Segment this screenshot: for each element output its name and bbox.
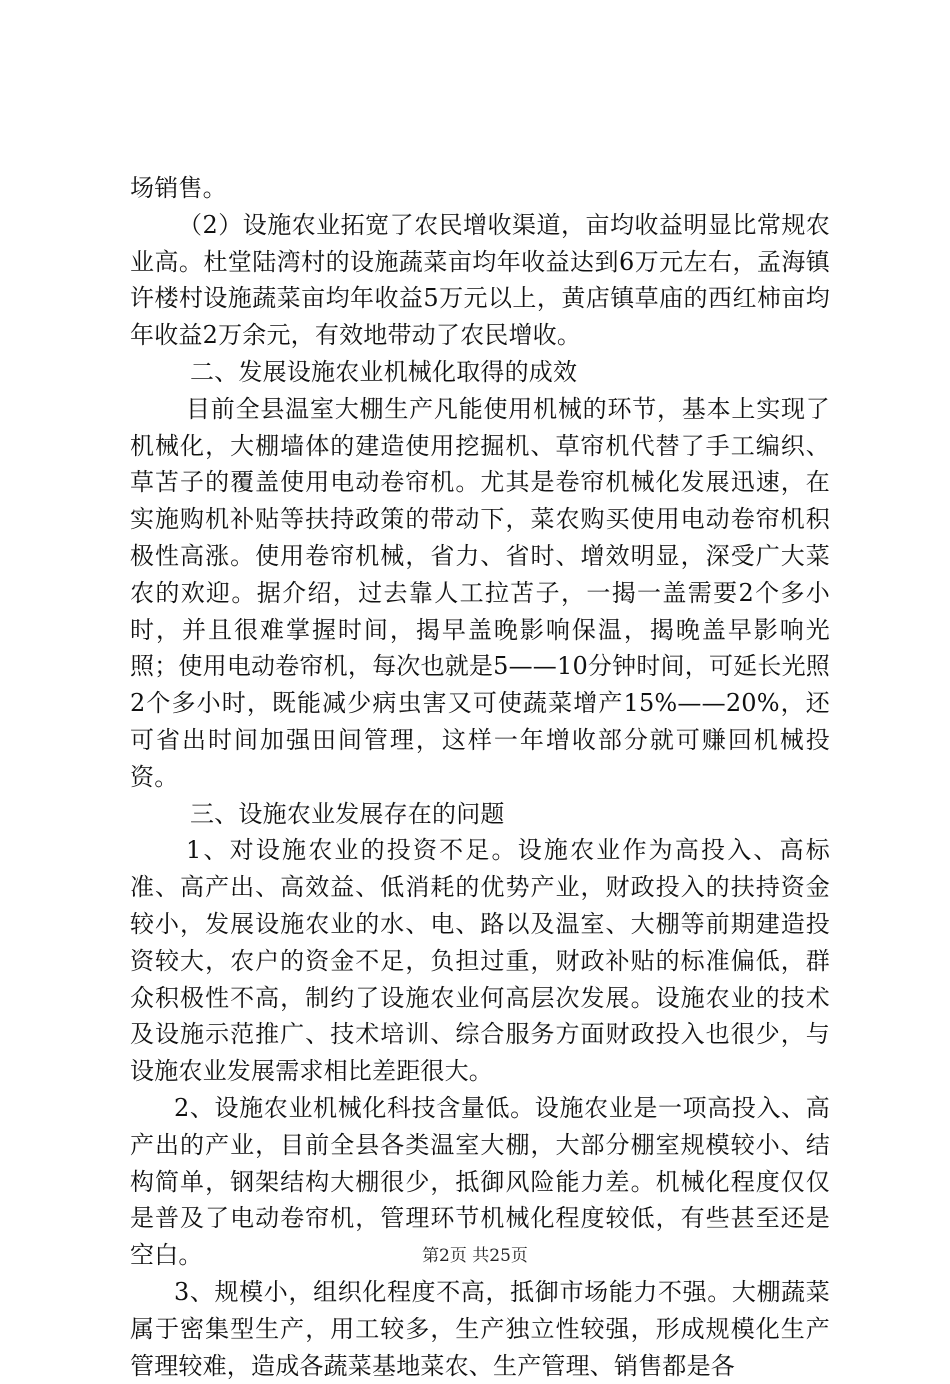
- paragraph-continuation: 场销售。: [130, 174, 227, 202]
- page-number-footer: 第2页 共25页: [422, 1246, 528, 1266]
- paragraph-income-channels: （2）设施农业拓宽了农民增收渠道，亩均收益明显比常规农业高。杜堂陆湾村的设施蔬菜亩均年收益达到6万元左右，孟海镇许楼村设施蔬菜亩均年收益5万元以上，黄店镇草庙的西红柿亩均年收益2万余元，有效地带动了农民增收。: [130, 210, 830, 350]
- document-body: [130, 170, 830, 1384]
- section-heading-problems: 三、设施农业发展存在的问题: [190, 799, 505, 828]
- paragraph-problem-scale: 3、规模小，组织化程度不高，抵御市场能力不强。大棚蔬菜属于密集型生产，用工较多，生产独立性较强，形成规模化生产管理较难，造成各蔬菜基地菜农、生产管理、销售都是各: [130, 1277, 830, 1380]
- section-heading-achievements: 二、发展设施农业机械化取得的成效: [190, 357, 578, 386]
- paragraph-mechanization: 目前全县温室大棚生产凡能使用机械的环节，基本上实现了机械化，大棚墙体的建造使用挖掘机、草帘机代替了手工编织、草苫子的覆盖使用电动卷帘机。尤其是卷帘机械化发展迅速，在实施购机补贴等扶持政策的带动下，菜农购买使用电动卷帘机积极性高涨。使用卷帘机械，省力、省时、增效明显，深受广大菜农的欢迎。据介绍，过去靠人工拉苫子，一揭一盖需要2个多小时，并且很难掌握时间，揭早盖晚影响保温，揭晚盖早影响光照；使用电动卷帘机，每次也就是5——10分钟时间，可延长光照2个多小时，既能减少病虫害又可使蔬菜增产15%——20%，还可省出时间加强田间管理，这样一年增收部分就可赚回机械投资。: [130, 394, 830, 791]
- paragraph-problem-technology: 2、设施农业机械化科技含量低。设施农业是一项高投入、高产出的产业，目前全县各类温室大棚，大部分棚室规模较小、结构简单，钢架结构大棚很少，抵御风险能力差。机械化程度仅仅是普及了电动卷帘机，管理环节机械化程度较低，有些甚至还是空白。: [130, 1093, 830, 1270]
- paragraph-problem-investment: 1、对设施农业的投资不足。设施农业作为高投入、高标准、高产出、高效益、低消耗的优势产业，财政投入的扶持资金较小，发展设施农业的水、电、路以及温室、大棚等前期建造投资较大，农户的资金不足，负担过重，财政补贴的标准偏低，群众积极性不高，制约了设施农业何高层次发展。设施农业的技术及设施示范推广、技术培训、综合服务方面财政投入也很少，与设施农业发展需求相比差距很大。: [130, 836, 830, 1086]
